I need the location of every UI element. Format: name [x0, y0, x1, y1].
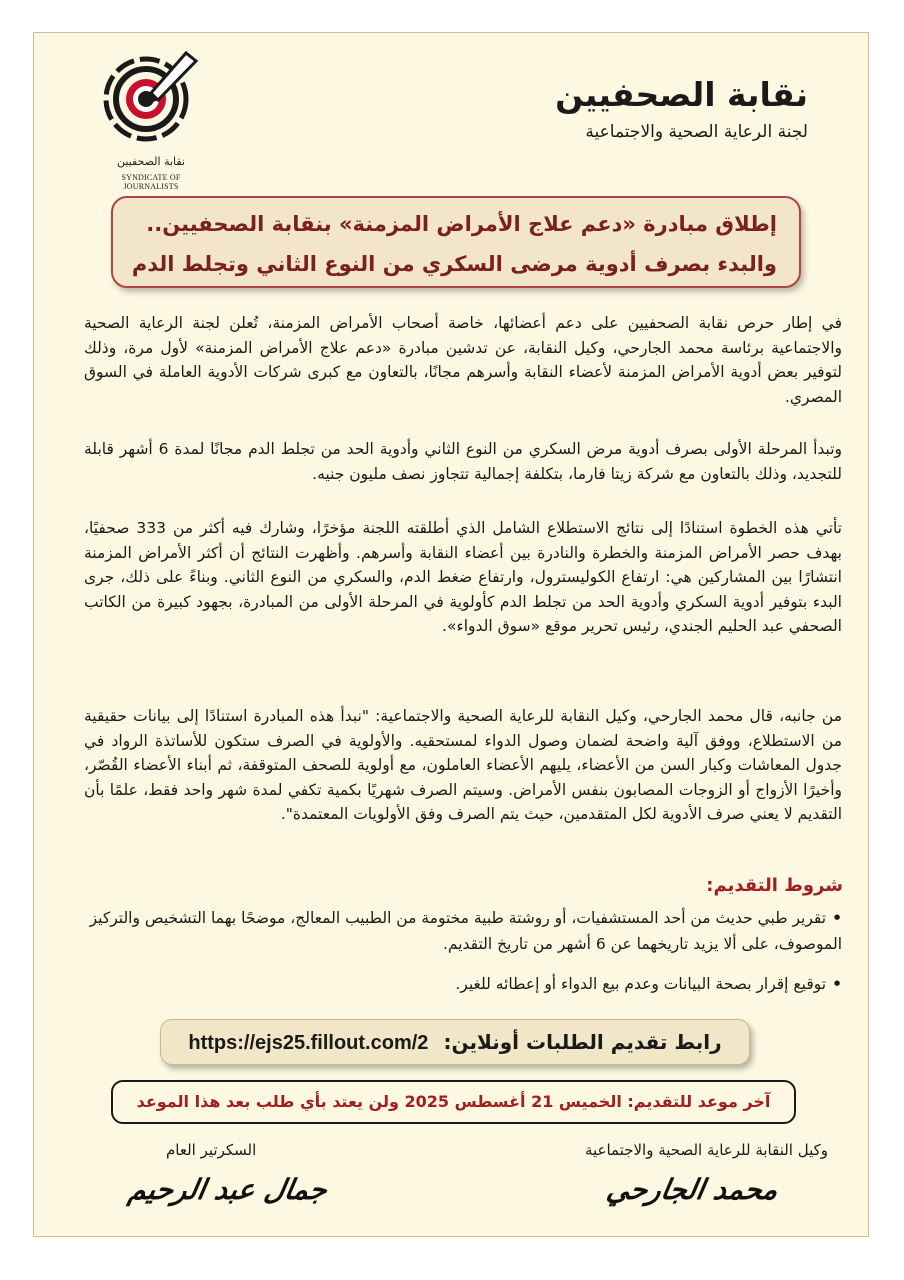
headline-line-2: والبدء بصرف أدوية مرضى السكري من النوع الثاني وتجلط الدم: [131, 252, 777, 276]
syndicate-logo: [96, 43, 206, 203]
application-url-link[interactable]: https://ejs25.fillout.com/2: [188, 1032, 429, 1054]
left-signatory-title: السكرتير العام: [166, 1141, 257, 1159]
headline-box: [111, 196, 801, 288]
application-link-box[interactable]: [160, 1019, 750, 1065]
right-signature: محمد الجارحي: [604, 1173, 781, 1206]
condition-item: [84, 971, 842, 997]
paragraph-statement: من جانبه، قال محمد الجارحي، وكيل النقابة للرعاية الصحية والاجتماعية: "نبدأ هذه المبادرة استنادًا إلى بيانات حقيقية من الاستطلاع، ووفق آلية واضحة لضمان وصول الدواء لمستحقيه. والأولوية في الصرف ستكون للأساتذة الرواد في جدول المعاشات وكبار السن من الأعضاء، يليهم الأعضاء العاملون، مع أولوية للصحف المتوقفة، ثم أبناء الأعضاء القُصّر، وأخيرًا الأزواج أو الزوجات المصابون بنفس الأمراض. وسيتم الصرف شهريًا بكمية تكفي لمدة شهر واحد فقط، علمًا بأن التقديم لا يعني صرف الأدوية لكل المتقدمين، حيث يتم الصرف وفق الأولويات المعتمدة".: [84, 707, 842, 823]
link-label: رابط تقديم الطلبات أونلاين:: [443, 1030, 722, 1054]
paragraph-intro: في إطار حرص نقابة الصحفيين على دعم أعضائها، خاصة أصحاب الأمراض المزمنة، تُعلن لجنة الرعاية الصحية والاجتماعية برئاسة محمد الجارحي، وكيل النقابة، عن تدشين مبادرة «دعم علاج الأمراض المزمنة» لأول مرة، وذلك لتوفير بعض أدوية الأمراض المزمنة لأعضاء النقابة وأسرهم مجانًا، بالتعاون مع كبرى شركات الأدوية العاملة في السوق المصري.: [84, 314, 842, 406]
committee-name: لجنة الرعاية الصحية والاجتماعية: [585, 122, 808, 142]
target-pen-logo-icon: [96, 43, 206, 153]
paragraph-survey: تأتي هذه الخطوة استنادًا إلى نتائج الاستطلاع الشامل الذي أطلقته اللجنة مؤخرًا، وشارك فيه أكثر من 333 صحفيًا، بهدف حصر الأمراض المزمنة والخطرة والنادرة بين أعضاء النقابة وأسرهم. وأظهرت النتائج أن أكثر الأمراض المزمنة انتشارًا بين المشاركين هي: ارتفاع الكوليسترول، وارتفاع ضغط الدم، والسكري من النوع الثاني. وبناءً على ذلك، جرى البدء بتوفير أدوية السكري وأدوية الحد من تجلط الدم كأولوية في المرحلة الأولى من المبادرة، بجهود كبيرة من الكاتب الصحفي عبد الحليم الجندي، رئيس تحرير موقع «سوق الدواء».: [84, 519, 842, 635]
org-header: [555, 71, 808, 145]
headline-line-1: إطلاق مبادرة «دعم علاج الأمراض المزمنة» بنقابة الصحفيين..: [146, 212, 777, 236]
bullet-icon: •: [832, 975, 842, 993]
left-signature: جمال عبد الرحيم: [126, 1173, 330, 1206]
condition-text: تقرير طبي حديث من أحد المستشفيات، أو روشتة طبية مختومة من الطبيب المعالج، موضحًا بهما التشخيص والتركيز الموصوف، على ألا يزيد تاريخهما عن 6 أشهر من تاريخ التقديم.: [89, 909, 842, 953]
condition-item: [84, 905, 842, 957]
document-page: [33, 32, 869, 1237]
deadline-box: آخر موعد للتقديم: الخميس 21 أغسطس 2025 ولن يعتد بأي طلب بعد هذا الموعد: [111, 1080, 796, 1124]
org-name: نقابة الصحفيين: [555, 75, 808, 114]
right-signatory-title: وكيل النقابة للرعاية الصحية والاجتماعية: [584, 1141, 828, 1159]
logo-english-text: SYNDICATE OF JOURNALISTS: [121, 173, 181, 191]
condition-text: توقيع إقرار بصحة البيانات وعدم بيع الدواء أو إعطائه للغير.: [455, 975, 827, 993]
conditions-title: شروط التقديم:: [706, 875, 843, 896]
paragraph-phase-one: وتبدأ المرحلة الأولى بصرف أدوية مرض السكري من النوع الثاني وأدوية الحد من تجلط الدم مجانًا لمدة 6 أشهر قابلة للتجديد، وذلك بالتعاون مع شركة زيتا فارما، بتكلفة إجمالية تتجاوز نصف مليون جنيه.: [84, 440, 843, 483]
bullet-icon: •: [832, 909, 842, 927]
logo-arabic-text: نقابة الصحفيين: [116, 155, 186, 168]
